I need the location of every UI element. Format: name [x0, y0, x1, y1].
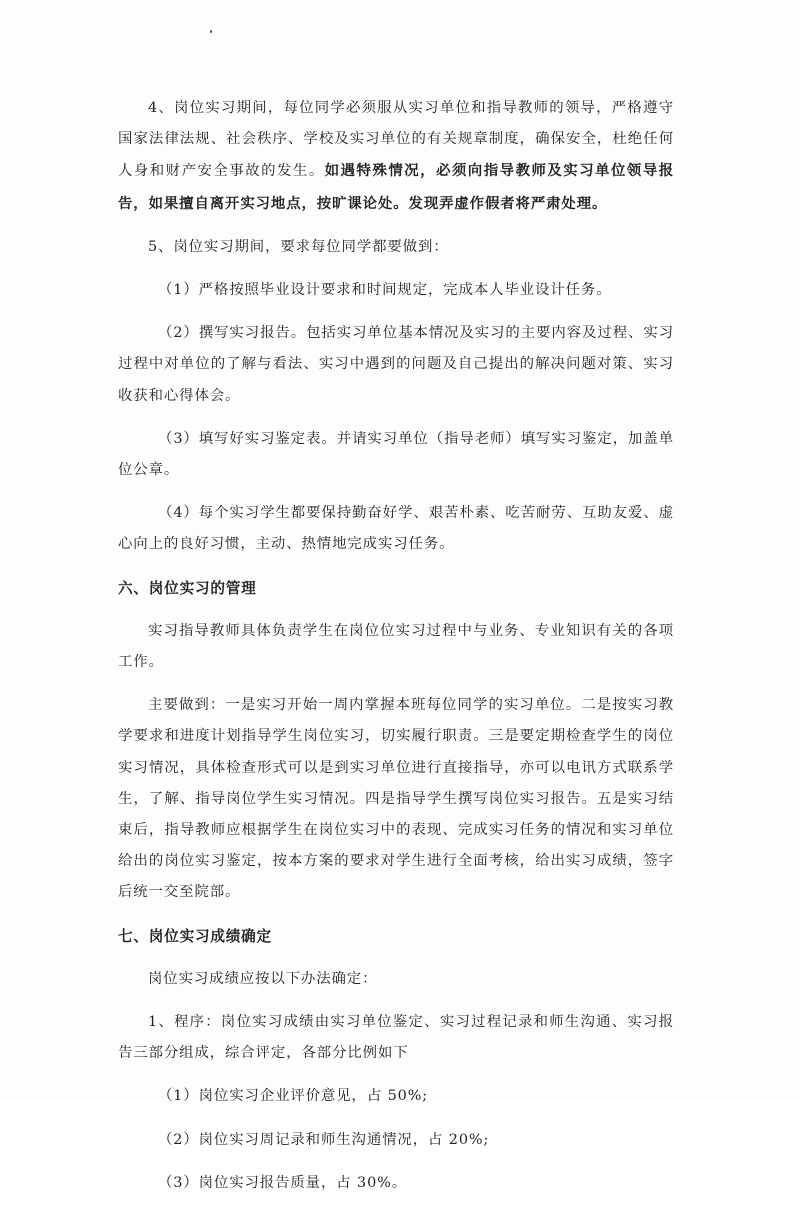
section-7-heading: 七、岗位实习成绩确定 — [118, 927, 272, 945]
item-5-sub-1: （1）严格按照毕业设计要求和时间规定，完成本人毕业设计任务。 — [158, 282, 612, 299]
item-4-paragraph — [118, 93, 674, 220]
section-6-heading: 六、岗位实习的管理 — [118, 579, 257, 597]
section-7-sub-3: （3）岗位实习报告质量，占 30%。 — [158, 1174, 407, 1191]
item-5-sub-3: （3）填写好实习鉴定表。并请实习单位（指导老师）填写实习鉴定，加盖单位公章。 — [118, 430, 674, 479]
item-4-emphasis: 如遇特殊情况，必须向指导教师及实习单位领导报告，如果擅自离开实习地点，按旷课论处。发现弄虚作假者将严肃处理。 — [118, 162, 675, 212]
section-7-intro: 岗位实习成绩应按以下办法确定： — [148, 970, 378, 987]
item-4-text: 4、岗位实习期间，每位同学必须服从实习单位和指导教师的领导，严格遵守国家法律法规、社会秩序、学校及实习单位的有关规章制度，确保安全，杜绝任何人身和财产安全事故的发生。 — [118, 100, 674, 180]
section-7-sub-2: （2）岗位实习周记录和师生沟通情况，占 20%; — [158, 1131, 490, 1148]
document-body — [118, 93, 674, 1211]
section-6-paragraph-2: 主要做到：一是实习开始一周内掌握本班每位同学的实习单位。二是按实习教学要求和进度计划指导学生岗位实习，切实履行职责。三是要定期检查学生的岗位实习情况，具体检查形式可以是到实习单位进行直接指导，亦可以电讯方式联系学生，了解、指导岗位学生实习情况。四是指导学生撰写岗位实习报告。五是实习结束后，指导教师应根据学生在岗位实习中的表现、完成实习任务的情况和实习单位给出的岗位实习鉴定，按本方案的要求对学生进行全面考核，给出实习成绩，签字后统一交至院部。 — [118, 697, 674, 901]
section-7-sub-1: （1）岗位实习企业评价意见，占 50%; — [158, 1088, 429, 1105]
item-5-sub-2: （2）撰写实习报告。包括实习单位基本情况及实习的主要内容及过程、实习过程中对单位的了解与看法、实习中遇到的问题及自己提出的解决问题对策、实习收获和心得体会。 — [118, 325, 674, 404]
scan-speck — [210, 30, 212, 33]
item-5-sub-4: （4）每个实习学生都要保持勤奋好学、艰苦朴素、吃苦耐劳、互助友爱、虚心向上的良好习惯，主动、热情地完成实习任务。 — [118, 505, 674, 553]
section-7-paragraph-1: 1、程序：岗位实习成绩由实习单位鉴定、实习过程记录和师生沟通、实习报告三部分组成，综合评定，各部分比例如下 — [118, 1014, 674, 1062]
section-6-paragraph-1: 实习指导教师具体负责学生在岗位位实习过程中与业务、专业知识有关的各项工作。 — [118, 622, 674, 671]
item-5-intro: 5、岗位实习期间，要求每位同学都要做到： — [148, 238, 449, 255]
